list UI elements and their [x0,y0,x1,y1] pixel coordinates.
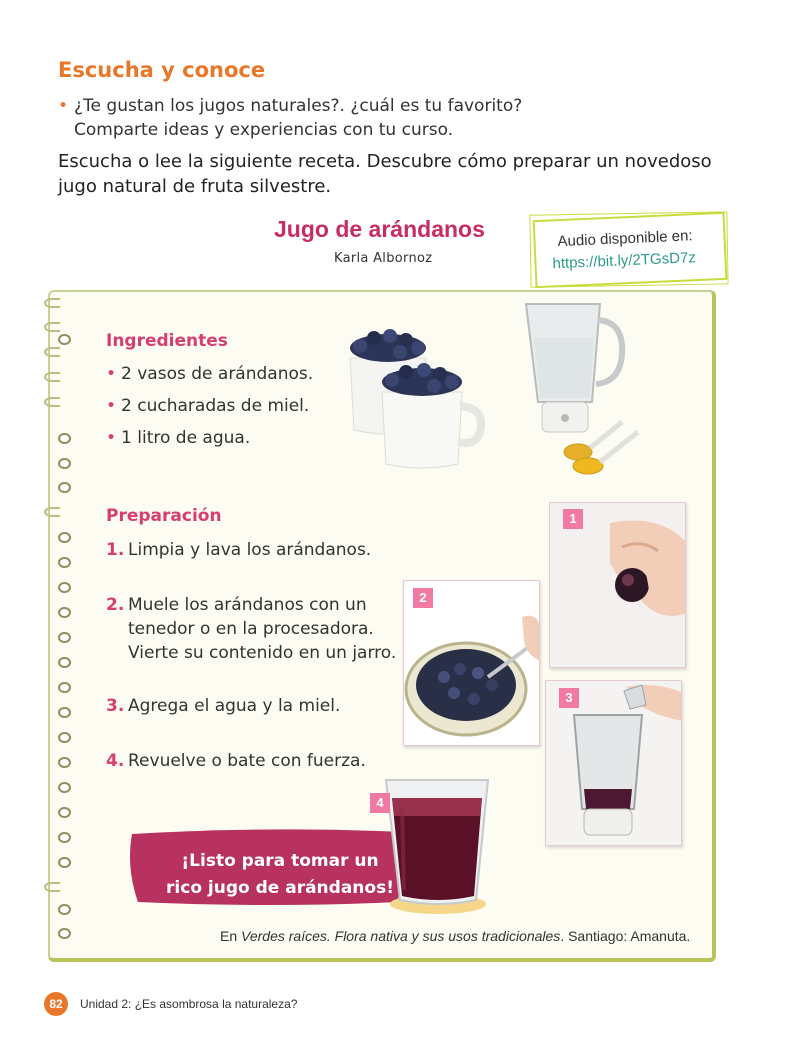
binder-ring [58,782,71,793]
question-line-1: ¿Te gustan los jugos naturales?. ¿cuál es tu favorito? [74,96,523,116]
step-3 [106,694,406,718]
intro-paragraph: Escucha o lee la siguiente receta. Descubre cómo preparar un novedoso jugo natural de fruta silvestre. [58,151,712,197]
binder-ring [58,557,71,568]
binder-ring [58,334,71,345]
citation-title: Verdes raíces. Flora nativa y sus usos tradicionales [241,928,561,944]
ingredients-list [106,360,313,456]
step-number: 3. [106,696,125,716]
step-2 [106,593,406,665]
photo-tag-4: 4 [370,793,390,813]
binder-ring-arc [44,882,60,892]
binder-ring [58,682,71,693]
binder-ring [58,928,71,939]
binder-ring [58,482,71,493]
blueberry-cups-image [338,318,498,476]
binder-ring [58,632,71,643]
section-title: Escucha y conoce [58,58,266,82]
ingredients-title: Ingredientes [106,331,228,351]
binder-ring [58,832,71,843]
binder-ring [58,433,71,444]
binder-ring [58,657,71,668]
binder-ring [58,757,71,768]
question-bullet [58,94,618,142]
binder-ring [58,458,71,469]
step-number: 4. [106,751,125,771]
question-line-2: Comparte ideas y experiencias con tu curso. [74,120,454,140]
page-number: 82 [44,992,68,1016]
ready-banner-text [160,848,400,902]
binder-ring [58,732,71,743]
step-number: 1. [106,540,125,560]
step-text: Revuelve o bate con fuerza. [128,751,366,771]
recipe-title: Jugo de arándanos [274,216,485,242]
blender-image [512,298,652,480]
step-number: 2. [106,595,125,615]
recipe-author: Karla Albornoz [334,251,433,266]
photo-tag-2: 2 [413,588,433,608]
footer-unit-title: Unidad 2: ¿Es asombrosa la naturaleza? [80,997,298,1011]
audio-link[interactable]: https://bit.ly/2TGsD7z [552,249,697,273]
binder-ring-arc [44,507,60,517]
step-text: Agrega el agua y la miel. [128,696,341,716]
binder-ring-arc [44,298,60,308]
ingredient-text: 2 vasos de arándanos. [121,364,314,384]
step-text: Muele los arándanos con un tenedor o en la procesadora. Vierte su contenido en un jarro. [128,595,397,663]
banner-line-2: rico jugo de arándanos! [166,878,394,898]
audio-callout [533,212,728,288]
binder-ring [58,582,71,593]
binder-ring-arc [44,397,60,407]
ingredient-text: 1 litro de agua. [121,428,251,448]
list-item: • 1 litro de agua. [106,428,251,448]
juice-glass-image [380,772,490,918]
step-4 [106,749,406,773]
binder-ring [58,857,71,868]
binder-ring [58,904,71,915]
binder-ring-arc [44,372,60,382]
citation-prefix: En [220,928,242,944]
step-1 [106,538,406,562]
binder-ring [58,532,71,543]
citation [220,928,690,944]
photo-tag-3: 3 [559,688,579,708]
bullet-dot: • [58,96,69,116]
audio-label: Audio disponible en: [557,227,693,251]
binder-ring [58,807,71,818]
list-item: • 2 vasos de arándanos. [106,364,314,384]
binder-ring [58,607,71,618]
list-item: • 2 cucharadas de miel. [106,396,310,416]
photo-tag-1: 1 [563,509,583,529]
ingredient-text: 2 cucharadas de miel. [121,396,310,416]
banner-line-1: ¡Listo para tomar un [181,851,379,871]
binder-ring-arc [44,322,60,332]
citation-suffix: . Santiago: Amanuta. [560,928,691,944]
binder-ring [58,707,71,718]
binder-ring-arc [44,347,60,357]
preparation-title: Preparación [106,506,222,526]
step-text: Limpia y lava los arándanos. [128,540,372,560]
